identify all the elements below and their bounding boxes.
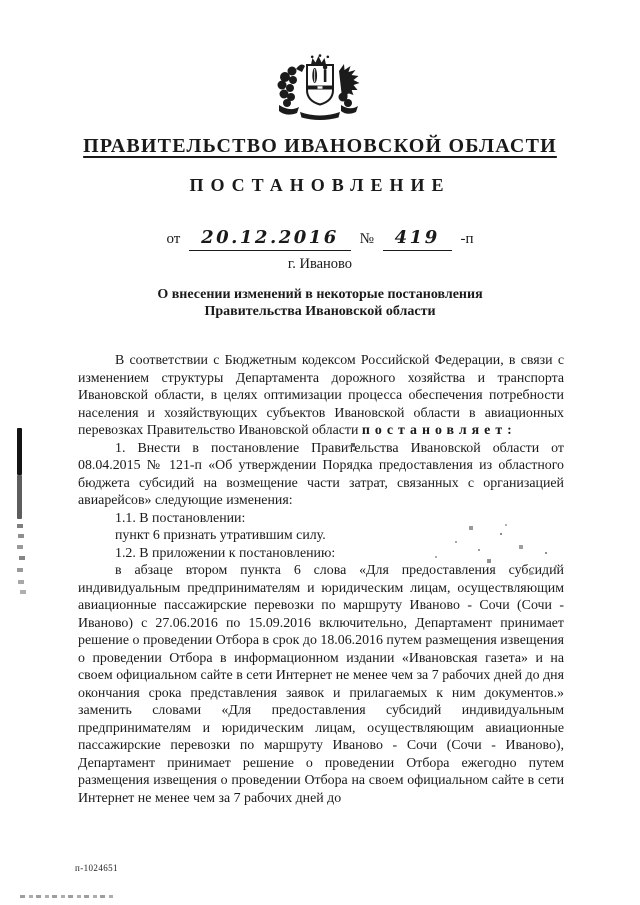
body-paragraph: 1.2. В приложении к постановлению: xyxy=(115,545,336,561)
number-suffix-label: -п xyxy=(460,231,474,247)
body-paragraph: 1. Внести в постановление Правительства Ивановской области от 08.04.2015 № 121-п «Об утверждении Порядка предоставления из областного бюджета субсидий на возмещение части затрат, связанных с организацией авиарейсов» следующие изменения: xyxy=(78,440,564,508)
document-title-line1: О внесении изменений в некоторые постановления xyxy=(157,287,483,302)
date-number-line xyxy=(0,228,640,251)
preamble-text: В соответствии с Бюджетным кодексом Российской Федерации, в связи с изменением структуры Департамента дорожного хозяйства и транспорта Ивановской области, в целях оптимизации процесса обеспечения потребности населения и хозяйствующих субъектов Ивановской области в авиационных перевозках Правительство Ивановской области xyxy=(78,353,564,438)
number-sign-label: № xyxy=(359,231,374,247)
document-body xyxy=(78,352,564,807)
body-paragraph: пункт 6 признать утратившим силу. xyxy=(115,528,326,543)
body-paragraph-preamble xyxy=(78,352,564,440)
document-title-line2: Правительства Ивановской области xyxy=(204,304,436,319)
scan-streak-artifact xyxy=(17,428,22,475)
scan-speckle-noise xyxy=(0,0,2,2)
body-paragraph: 1.1. В постановлении: xyxy=(115,510,246,526)
handwritten-date-value: 20.12.2016 xyxy=(189,228,351,251)
org-name-heading: ПРАВИТЕЛЬСТВО ИВАНОВСКОЙ ОБЛАСТИ xyxy=(83,135,557,157)
registration-code: п-1024651 xyxy=(75,863,118,873)
scan-dash-artifact xyxy=(17,524,23,528)
document-title xyxy=(0,286,640,320)
decree-word: постановляет: xyxy=(361,423,517,438)
scan-dash-artifact xyxy=(20,895,116,898)
scan-streak-artifact xyxy=(17,475,22,519)
body-paragraph: в абзаце втором пункта 6 слова «Для предоставления субсидий индивидуальным предпринимателям и юридическим лицам, осуществляющим авиационные пассажирские перевозки по маршруту Иваново - Сочи (Сочи - Иваново) с 27.06.2016 по 15.09.2016 включительно, Департамент принимает решение о проведении Отбора в срок до 18.06.2016 путем размещения извещения о проведении Отбора в информационном издании «Ивановская газета» и на своем официальном сайте в сети Интернет не менее чем за 7 рабочих дней до дня окончания срока представления заявок и прилагаемых к ним документов.» заменить словами «Для предоставления субсидий индивидуальным предпринимателям и юридическим лицам, осуществляющим авиационные пассажирские перевозки по маршруту Иваново - Сочи (Сочи - Иваново), Департамент принимает решение о проведении Отбора ежегодно путем размещения извещения о проведении Отбора на своем официальном сайте в сети Интернет не менее чем за 7 рабочих дней до xyxy=(78,563,564,806)
date-prefix-label: от xyxy=(166,231,181,247)
ivanovo-oblast-coat-of-arms-icon xyxy=(268,54,372,124)
doc-type-heading: ПОСТАНОВЛЕНИЕ xyxy=(189,175,451,195)
city-label: г. Иваново xyxy=(287,256,353,272)
handwritten-number-value: 419 xyxy=(383,228,452,251)
